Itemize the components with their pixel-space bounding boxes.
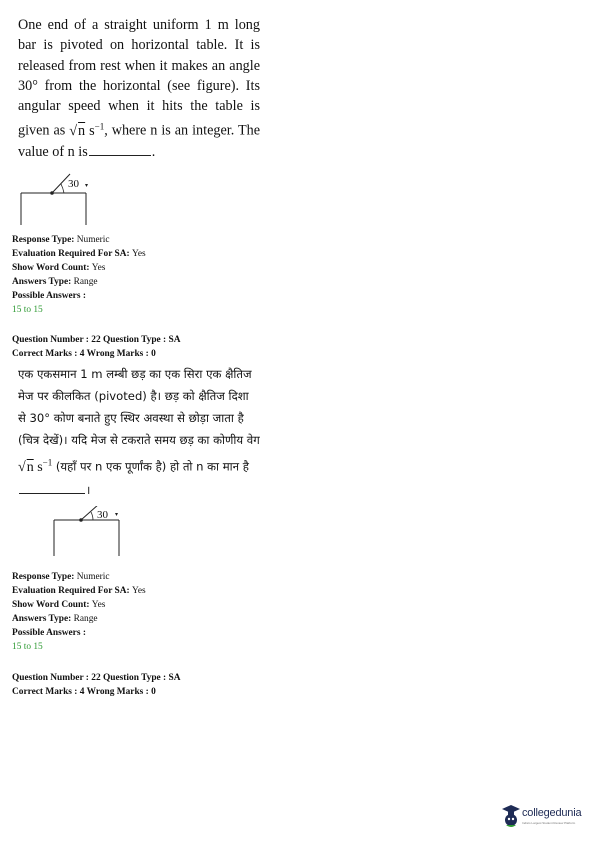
sqrt-expression-hindi: √n $s^{-1}$ xyxy=(18,457,53,475)
sqrt-expression: √n $s^{-1}$ xyxy=(69,121,105,140)
possible-answer-value-2: 15 to 15 xyxy=(12,641,43,652)
question-header-1: Question Number : 22 Question Type : SA Correct Marks : 4 Wrong Marks : 0 xyxy=(12,335,181,359)
graduate-cap-icon xyxy=(500,803,522,829)
hindi-text-part2: (यहाँ पर n एक पूर्णांक है) हो तो n का मान है xyxy=(55,459,249,474)
collegedunia-logo xyxy=(500,801,590,831)
question-text-hindi: एक एकसमान 1 m लम्बी छड़ का एक सिरा एक क्षैतिज मेज पर कीलकित (pivoted) है। छड़ को क्षैतिज दिशा से 30° कोण बनाते हुए स्थिर अवस्था से छोड़ा जाता है (चित्र देखें)। यदि मेज से टकराते समय छड़ का कोणीय वेग √n $s^{-1}$ (यहाँ पर n एक पूर्णांक है) हो तो n का मान है । xyxy=(18,367,260,497)
answer-blank-hindi xyxy=(19,492,85,494)
hindi-text-part1: एक एकसमान 1 m लम्बी छड़ का एक सिरा एक क्षैतिज मेज पर कीलकित (pivoted) है। छड़ को क्षैतिज दिशा से 30° कोण बनाते हुए स्थिर अवस्था से छोड़ा जाता है (चित्र देखें)। यदि मेज से टकराते समय छड़ का कोणीय वेग xyxy=(18,367,260,447)
response-details-2: Response Type: Numeric Evaluation Required For SA: Yes Show Word Count: Yes Answers Type: Range Possible Answers : 15 to 15 xyxy=(12,571,146,654)
question-header-2: Question Number : 22 Question Type : SA Correct Marks : 4 Wrong Marks : 0 xyxy=(12,673,181,697)
brand-name: collegedunia xyxy=(522,807,582,819)
answer-blank xyxy=(89,154,151,156)
brand-tagline: India's Largest Student Review Platform xyxy=(522,821,576,825)
figure-angle-label: 30 xyxy=(68,178,79,190)
figure-bar-on-table-2 xyxy=(51,506,131,561)
figure-bar-on-table xyxy=(18,171,98,226)
question-text-part2: , where n is an integer. The value of n is xyxy=(18,123,261,160)
question-text-part1: One end of a straight uniform 1 m long bar is pivoted on horizontal table. It is released from rest when it makes an angle 30° from the horizontal (see figure). Its angular speed when it hits the table is given as xyxy=(18,17,260,140)
possible-answer-value: 15 to 15 xyxy=(12,304,43,315)
figure-angle-label-2: 30 xyxy=(97,509,108,521)
question-text-english: One end of a straight uniform 1 m long bar is pivoted on horizontal table. It is released from rest when it makes an angle 30° from the horizontal (see figure). Its angular speed when it hits the table is given as √n $s^{-1}$, where n is an integer. The value of n is . xyxy=(18,17,261,160)
response-details-1: Response Type: Numeric Evaluation Required For SA: Yes Show Word Count: Yes Answers Type: Range Possible Answers : 15 to 15 xyxy=(12,234,146,317)
